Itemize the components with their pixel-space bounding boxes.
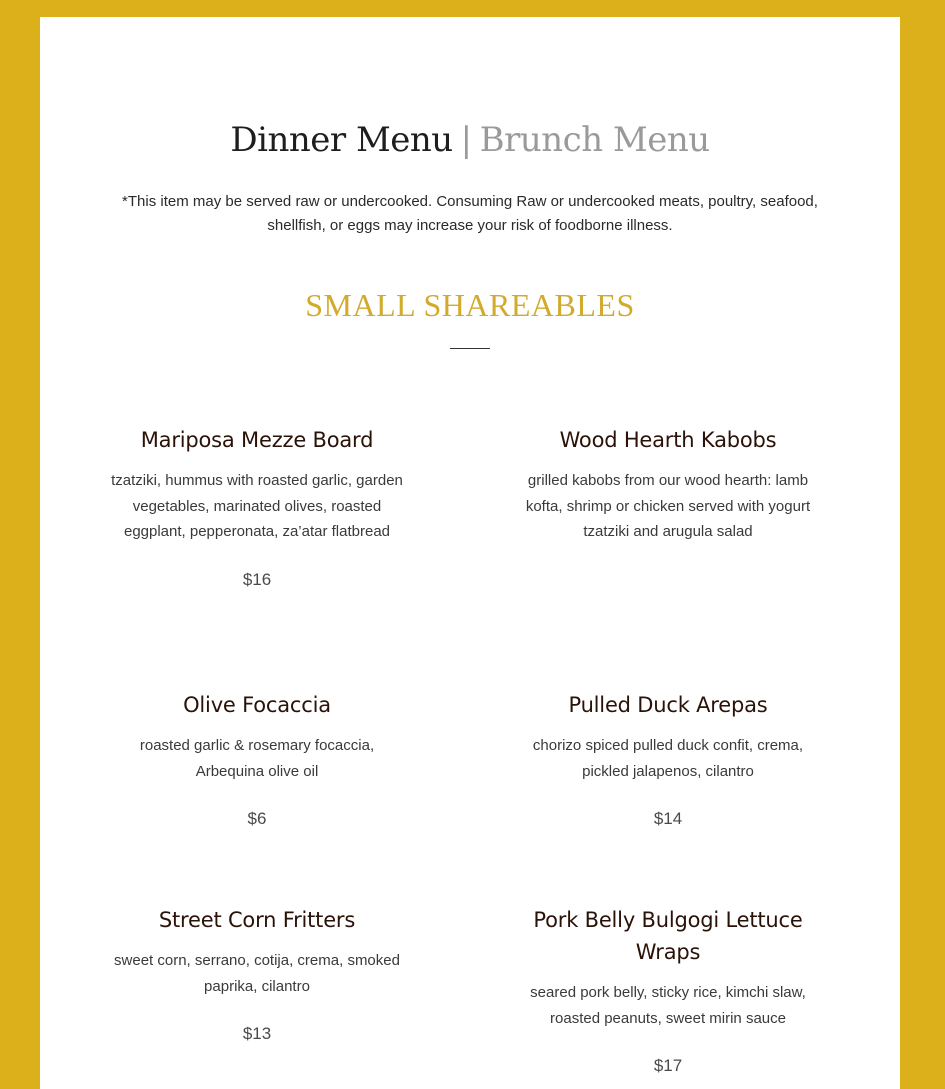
tab-separator: | (460, 120, 472, 160)
item-name: Olive Focaccia (183, 693, 331, 717)
tab-dinner-menu[interactable]: Dinner Menu (230, 120, 453, 160)
menu-item (107, 904, 407, 1046)
item-description: tzatziki, hummus with roasted garlic, garden vegetables, marinated olives, roasted eggplant, pepperonata, za’atar flatbread (111, 472, 403, 541)
tab-brunch-menu[interactable]: Brunch Menu (479, 120, 710, 160)
item-description: roasted garlic & rosemary focaccia, Arbequina olive oil (139, 737, 375, 780)
item-price: $6 (247, 809, 267, 829)
item-description: grilled kabobs from our wood hearth: lamb kofta, shrimp or chicken served with yogurt tzatziki and arugula salad (525, 472, 811, 541)
menu-item (518, 689, 818, 831)
menu-tabs (40, 120, 900, 160)
item-description: chorizo spiced pulled duck confit, crema, pickled jalapenos, cilantro (532, 737, 804, 780)
item-description: sweet corn, serrano, cotija, crema, smoked paprika, cilantro (114, 952, 400, 995)
item-name: Street Corn Fritters (158, 908, 356, 932)
item-price: $17 (653, 1056, 683, 1076)
item-price: $13 (242, 1024, 272, 1044)
item-name: Pork Belly Bulgogi Lettuce Wraps (533, 908, 803, 964)
menu-item (518, 904, 818, 1078)
raw-food-disclaimer: *This item may be served raw or undercooked. Consuming Raw or undercooked meats, poultry, seafood, shellfish, or eggs may increase your risk of foodborne illness. (122, 193, 818, 234)
menu-panel (40, 17, 900, 1089)
menu-item (107, 424, 407, 592)
item-name: Wood Hearth Kabobs (559, 428, 777, 452)
item-price: $16 (242, 569, 272, 589)
item-price: $14 (653, 809, 683, 829)
item-name: Mariposa Mezze Board (140, 428, 374, 452)
section-title: SMALL SHAREABLES (305, 287, 635, 323)
section-divider (450, 348, 490, 349)
item-name: Pulled Duck Arepas (568, 693, 768, 717)
menu-item (107, 689, 407, 831)
item-description: seared pork belly, sticky rice, kimchi slaw, roasted peanuts, sweet mirin sauce (530, 984, 806, 1027)
menu-item (518, 424, 818, 545)
